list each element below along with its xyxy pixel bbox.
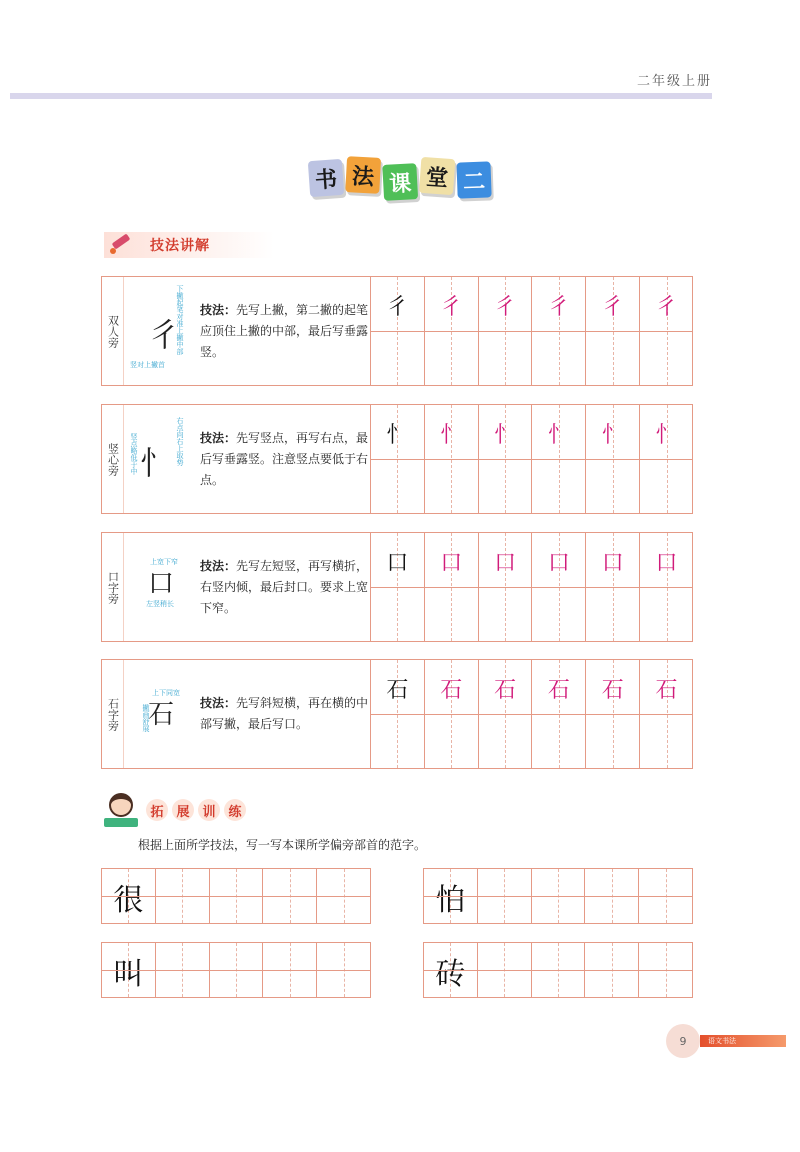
footer-tag: 语文书法 — [700, 1035, 786, 1047]
section-label-char: 拓 — [146, 799, 168, 821]
grid-cell — [425, 405, 479, 513]
radical-note: 竖点略低于中 — [130, 433, 138, 475]
radical-note: 竖对上撇首 — [130, 361, 165, 369]
practice-cell — [424, 943, 478, 997]
grid-cell — [586, 660, 640, 768]
practice-cell[interactable] — [317, 943, 370, 997]
title-tile: 二 — [456, 161, 491, 198]
radical-figure — [126, 405, 196, 513]
technique-description — [200, 533, 370, 641]
section-label-char: 展 — [172, 799, 194, 821]
practice-cell[interactable] — [156, 943, 210, 997]
example-char: 石 — [386, 677, 409, 703]
technique-label: 技法： — [200, 696, 237, 710]
section-label — [146, 799, 246, 821]
grid-cell — [586, 533, 640, 641]
grid-cell — [640, 405, 693, 513]
section-label-char: 练 — [224, 799, 246, 821]
grid-cell — [532, 533, 586, 641]
example-char: 口 — [494, 550, 517, 576]
technique-label: 技法： — [200, 430, 237, 445]
technique-text: 先写斜短横，再在横的中部写撇，最后写口。 — [200, 696, 369, 731]
practice-cell[interactable] — [263, 943, 317, 997]
radical-block — [101, 532, 693, 642]
radical-block — [101, 404, 693, 514]
example-char: 口 — [547, 550, 570, 576]
technique-text: 先写竖点，再写右点，最后写垂露竖。注意竖点要低于右点。 — [200, 430, 369, 487]
header-divider — [10, 93, 712, 99]
example-char: 石 — [494, 677, 517, 703]
radical-char: 彳 — [148, 316, 181, 354]
grid-cell — [425, 660, 479, 768]
example-char: 忄 — [547, 422, 570, 448]
example-char: 彳 — [386, 294, 409, 320]
grid-cell — [532, 405, 586, 513]
radical-note: 左竖稍长 — [146, 600, 174, 608]
exercise-instruction: 根据上面所学技法，写一写本课所学偏旁部首的范字。 — [138, 838, 427, 852]
practice-cell[interactable] — [639, 869, 692, 923]
brush-pen-icon — [108, 236, 134, 254]
grid-cell — [371, 533, 425, 641]
example-char: 彳 — [440, 294, 463, 320]
radical-figure — [126, 660, 196, 768]
lesson-title — [0, 160, 800, 196]
radical-note: 上下同宽 — [152, 689, 180, 697]
radical-note: 撇画舒展 — [142, 704, 150, 732]
grid-cell — [371, 405, 425, 513]
radical-char: 石 — [148, 700, 175, 730]
practice-cell[interactable] — [210, 869, 264, 923]
technique-text: 先写上撇，第二撇的起笔应顶住上撇的中部，最后写垂露竖。 — [200, 302, 369, 359]
section-technique-header — [104, 232, 274, 258]
practice-cell — [102, 869, 156, 923]
radical-name: 竖心旁 — [102, 405, 124, 513]
writing-grid — [370, 533, 693, 641]
practice-char: 怕 — [435, 883, 466, 918]
practice-cell — [424, 869, 478, 923]
reading-girl-icon — [104, 791, 138, 829]
example-char: 口 — [440, 550, 463, 576]
grid-cell — [425, 533, 479, 641]
grid-cell — [479, 660, 533, 768]
example-char: 石 — [655, 677, 678, 703]
radical-figure — [126, 533, 196, 641]
technique-description — [200, 405, 370, 513]
section-label-char: 训 — [198, 799, 220, 821]
practice-cell[interactable] — [210, 943, 264, 997]
practice-cell[interactable] — [263, 869, 317, 923]
grid-cell — [640, 277, 693, 385]
writing-grid — [370, 660, 693, 768]
radical-name: 口字旁 — [102, 533, 124, 641]
grid-cell — [532, 660, 586, 768]
practice-char: 砖 — [435, 957, 466, 992]
practice-cell[interactable] — [317, 869, 370, 923]
example-char: 口 — [386, 550, 409, 576]
practice-grid — [101, 868, 371, 924]
practice-cell[interactable] — [639, 943, 692, 997]
practice-cell[interactable] — [532, 943, 586, 997]
grid-cell — [586, 405, 640, 513]
title-tile: 法 — [345, 156, 381, 194]
title-tile: 课 — [382, 163, 418, 201]
writing-grid — [370, 405, 693, 513]
technique-label: 技法： — [200, 558, 237, 573]
grid-cell — [371, 660, 425, 768]
practice-cell[interactable] — [478, 943, 532, 997]
example-char: 口 — [655, 550, 678, 576]
example-char: 石 — [601, 677, 624, 703]
radical-name: 双人旁 — [102, 277, 124, 385]
practice-char: 很 — [113, 883, 144, 918]
technique-description — [200, 660, 370, 768]
grade-header: 二年级上册 — [636, 74, 712, 89]
radical-block — [101, 276, 693, 386]
practice-cell[interactable] — [156, 869, 210, 923]
radical-figure — [126, 277, 196, 385]
practice-char: 叫 — [113, 957, 144, 992]
technique-description — [200, 277, 370, 385]
practice-cell[interactable] — [585, 869, 639, 923]
radical-char: 忄 — [140, 444, 173, 482]
technique-label: 技法： — [200, 302, 237, 317]
grid-cell — [371, 277, 425, 385]
practice-grid — [423, 868, 693, 924]
example-char: 石 — [440, 677, 463, 703]
grid-cell — [640, 533, 693, 641]
title-tile: 书 — [308, 159, 344, 197]
example-char: 彳 — [601, 294, 624, 320]
practice-cell[interactable] — [532, 869, 586, 923]
example-char: 彳 — [494, 294, 517, 320]
example-char: 忄 — [386, 422, 409, 448]
page-number: 9 — [666, 1024, 700, 1058]
writing-grid — [370, 277, 693, 385]
grid-cell — [586, 277, 640, 385]
grid-cell — [479, 277, 533, 385]
practice-cell[interactable] — [585, 943, 639, 997]
radical-note: 上宽下窄 — [150, 558, 178, 566]
example-char: 忄 — [494, 422, 517, 448]
grid-cell — [532, 277, 586, 385]
section-extension-header — [104, 790, 246, 830]
example-char: 口 — [601, 550, 624, 576]
grid-cell — [479, 533, 533, 641]
practice-grid — [101, 942, 371, 998]
grid-cell — [640, 660, 693, 768]
radical-note: 下撇起笔对准上撇中部 — [176, 285, 184, 355]
section-label: 技法讲解 — [150, 238, 210, 254]
example-char: 彳 — [655, 294, 678, 320]
example-char: 石 — [547, 677, 570, 703]
practice-cell[interactable] — [478, 869, 532, 923]
practice-grid — [423, 942, 693, 998]
radical-block — [101, 659, 693, 769]
grid-cell — [425, 277, 479, 385]
technique-text: 先写左短竖，再写横折，右竖内倾，最后封口。要求上宽下窄。 — [200, 558, 369, 615]
example-char: 忄 — [601, 422, 624, 448]
radical-name: 石字旁 — [102, 660, 124, 768]
grid-cell — [479, 405, 533, 513]
practice-cell — [102, 943, 156, 997]
example-char: 忄 — [440, 422, 463, 448]
example-char: 忄 — [655, 422, 678, 448]
radical-char: 口 — [148, 569, 175, 599]
example-char: 彳 — [547, 294, 570, 320]
title-tile: 堂 — [419, 157, 455, 195]
radical-note: 右点向右上取势 — [176, 417, 184, 466]
